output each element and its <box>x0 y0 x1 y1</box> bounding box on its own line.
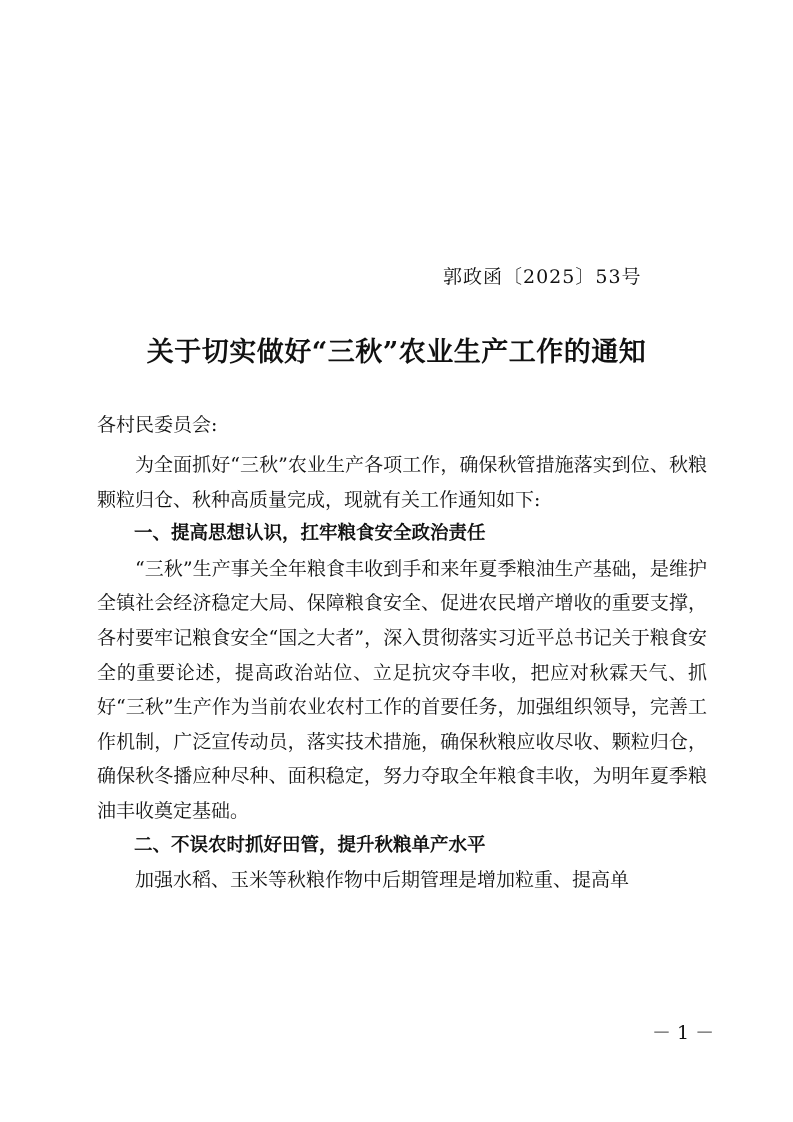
page-number: － 1 － <box>652 1022 715 1044</box>
document-title: 关于切实做好“三秋”农业生产工作的通知 <box>146 337 647 368</box>
section-body-2: 加强水稻、玉米等秋粮作物中后期管理是增加粒重、提高单 <box>135 869 630 892</box>
section-heading-1: 一、提高思想认识，扛牢粮食安全政治责任 <box>134 523 486 545</box>
document-number: 郭政函〔2025〕53号 <box>443 266 642 288</box>
section-body-1: “三秋”生产事关全年粮食丰收到手和来年夏季粮油生产基础，是维护全镇社会经济稳定大局、保障粮食安全、促进农民增产增收的重要支撑，各村要牢记粮食安全“国之大者”，深入贯彻落实习近平总书记关于粮食安全的重要论述，提高政治站位、立足抗灾夺丰收，把应对秋霖天气、抓好“三秋”生产作为当前农业农村工作的首要任务，加强组织领导，完善工作机制，广泛宣传动员，落实技术措施，确保秋粮应收尽收、颗粒归仓，确保秋冬播应种尽种、面积稳定，努力夺取全年粮食丰收，为明年夏季粮油丰收奠定基础。 <box>97 557 707 822</box>
salutation: 各村民委员会: <box>97 414 218 436</box>
intro-paragraph: 为全面抓好“三秋”农业生产各项工作，确保秋管措施落实到位、秋粮颗粒归仓、秋种高质量完成，现就有关工作通知如下: <box>97 454 707 511</box>
section-heading-2: 二、不误农时抓好田管，提升秋粮单产水平 <box>134 834 486 856</box>
document-body <box>97 448 707 898</box>
